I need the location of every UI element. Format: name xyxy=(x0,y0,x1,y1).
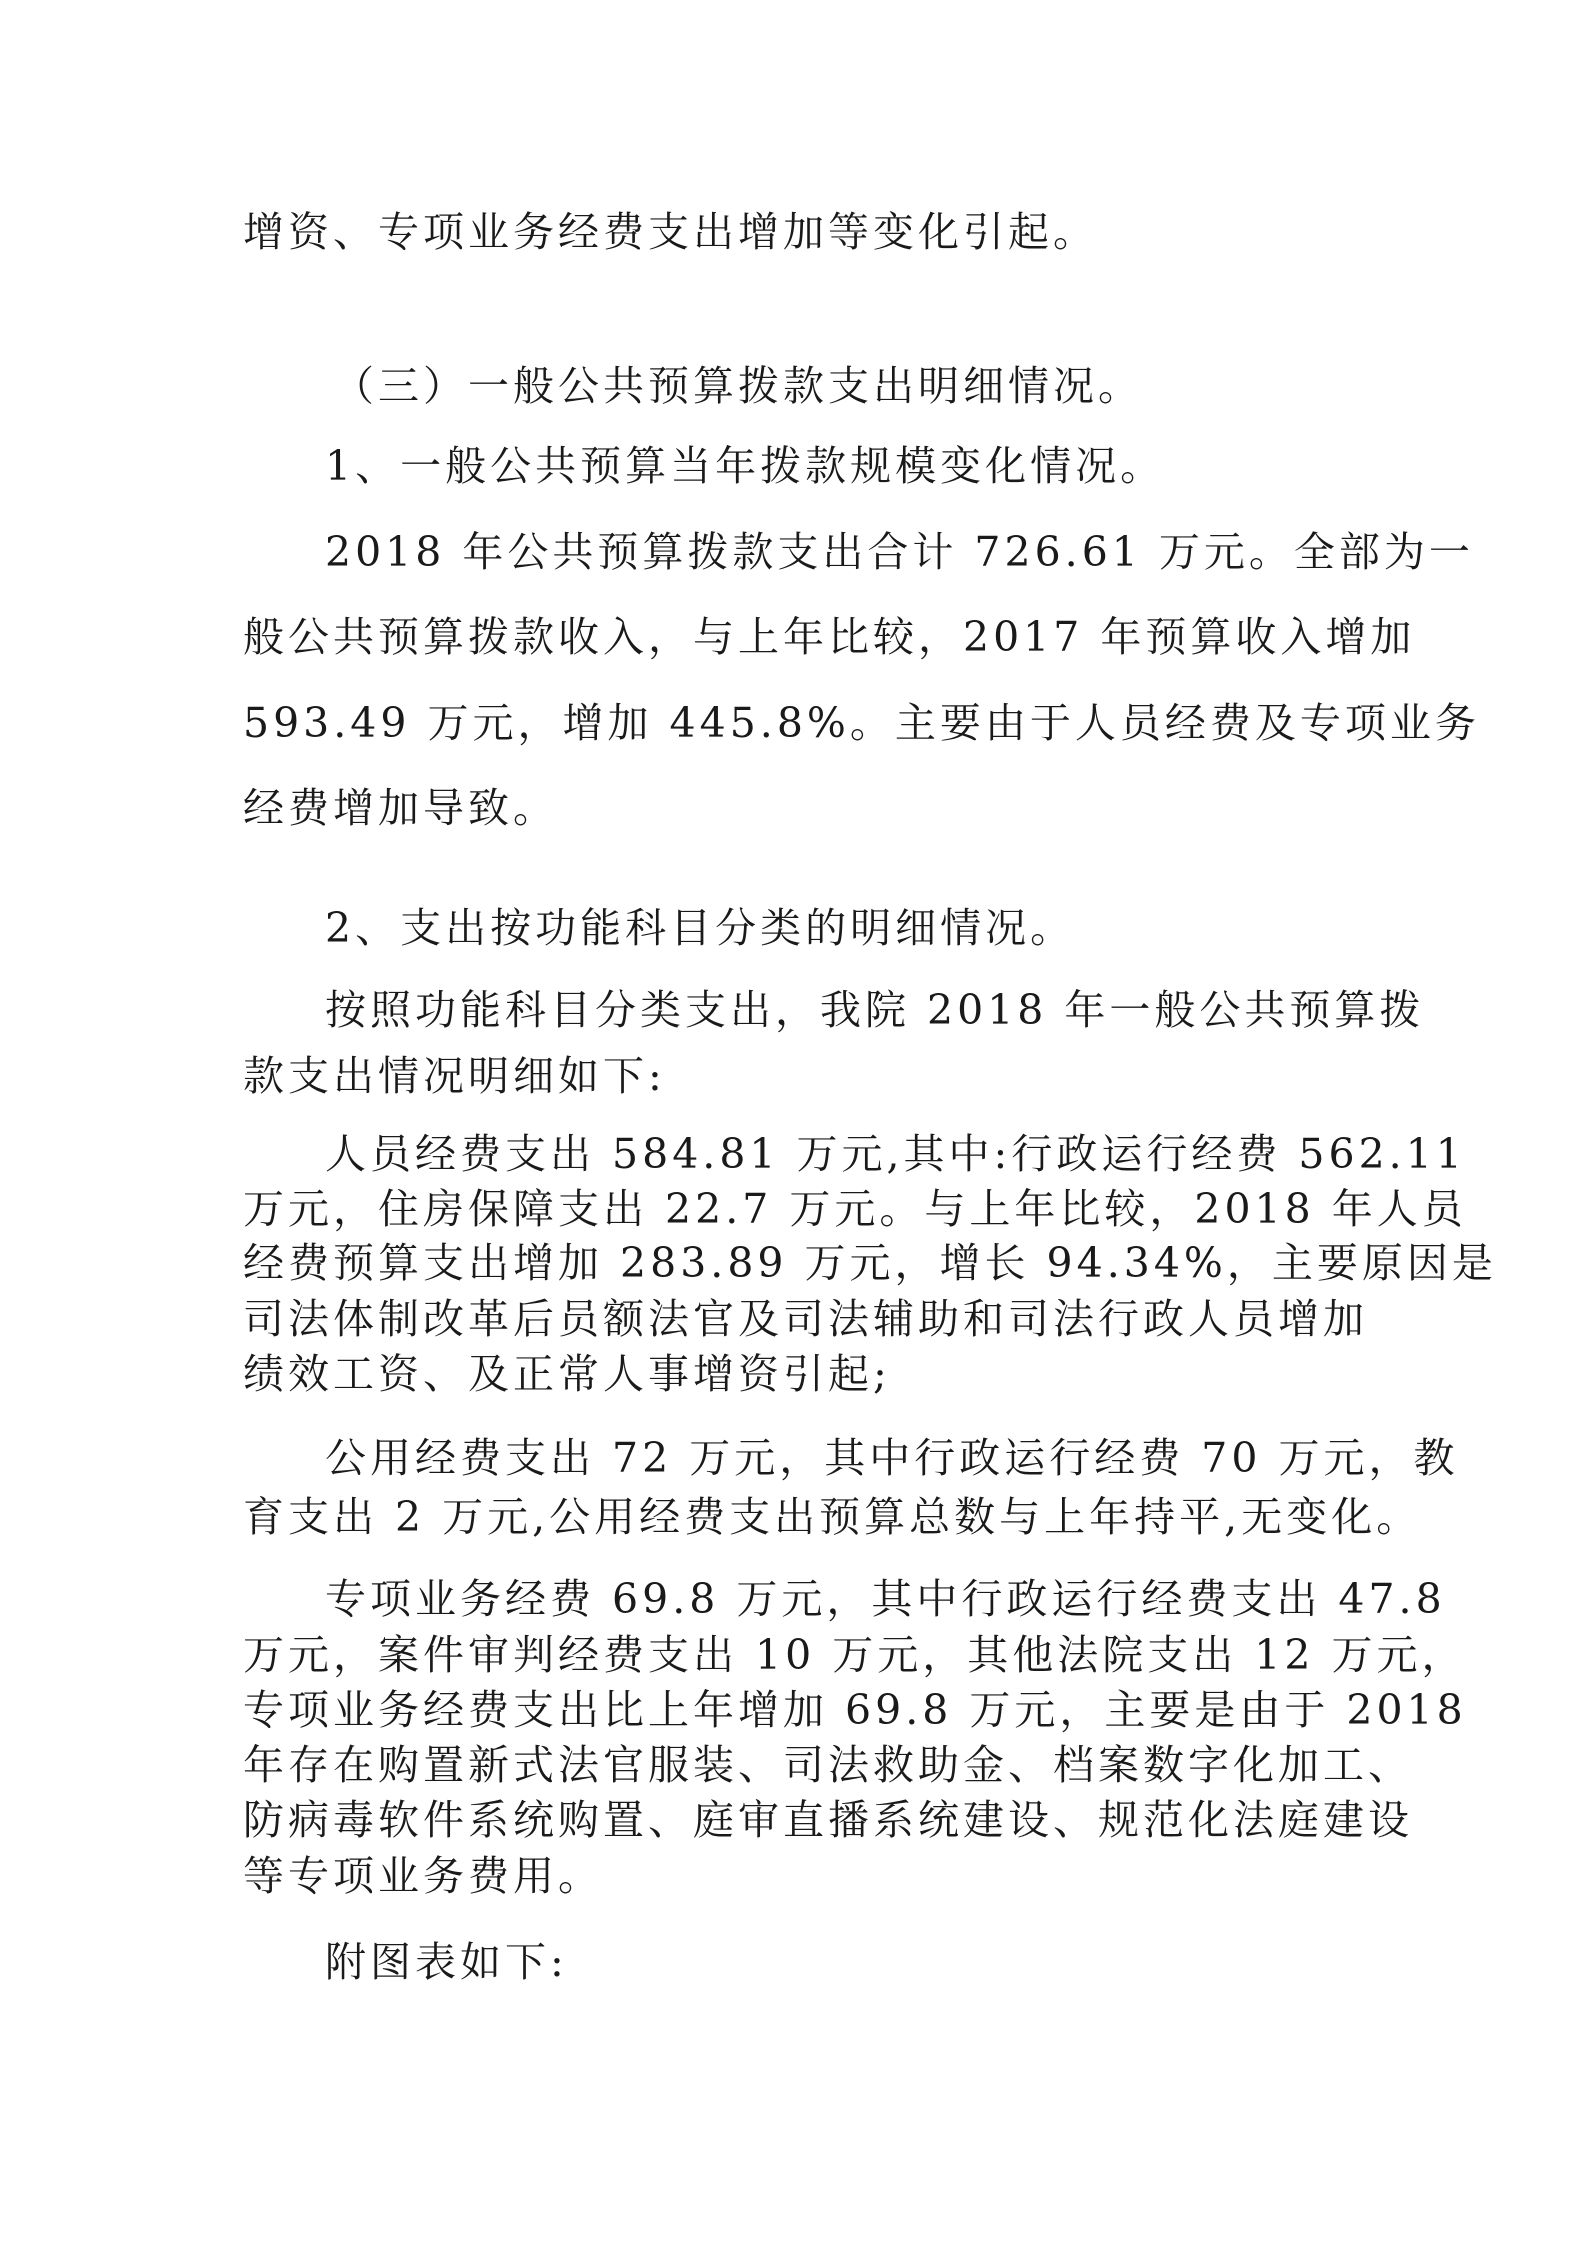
section-heading: （三）一般公共预算拨款支出明细情况。 xyxy=(333,362,1143,410)
paragraph-line: 经费增加导致。 xyxy=(243,784,558,832)
paragraph-line: 年存在购置新式法官服装、司法救助金、档案数字化加工、 xyxy=(243,1741,1413,1789)
paragraph-line: 593.49 万元，增加 445.8%。主要由于人员经费及专项业务 xyxy=(243,699,1480,747)
paragraph-line: 万元，案件审判经费支出 10 万元，其他法院支出 12 万元， xyxy=(243,1631,1467,1679)
paragraph-line: 防病毒软件系统购置、庭审直播系统建设、规范化法庭建设 xyxy=(243,1796,1413,1844)
subsection-heading: 2、支出按功能科目分类的明细情况。 xyxy=(325,904,1076,952)
paragraph-line: 万元，住房保障支出 22.7 万元。与上年比较，2018 年人员 xyxy=(243,1185,1467,1233)
paragraph-line: 款支出情况明细如下: xyxy=(243,1052,666,1100)
paragraph-line: 育支出 2 万元,公用经费支出预算总数与上年持平,无变化。 xyxy=(243,1493,1422,1541)
paragraph-line: 等专项业务费用。 xyxy=(243,1852,603,1900)
paragraph-line: 公用经费支出 72 万元，其中行政运行经费 70 万元，教 xyxy=(325,1434,1459,1482)
paragraph-line: 司法体制改革后员额法官及司法辅助和司法行政人员增加 xyxy=(243,1295,1368,1343)
paragraph-line: 人员经费支出 584.81 万元,其中:行政运行经费 562.11 xyxy=(325,1130,1466,1178)
paragraph-line: 2018 年公共预算拨款支出合计 726.61 万元。全部为一 xyxy=(325,528,1474,576)
subsection-heading: 1、一般公共预算当年拨款规模变化情况。 xyxy=(325,442,1166,490)
paragraph-line: 绩效工资、及正常人事增资引起; xyxy=(243,1350,891,1398)
paragraph-line: 专项业务经费 69.8 万元，其中行政运行经费支出 47.8 xyxy=(325,1575,1446,1623)
paragraph-line: 般公共预算拨款收入，与上年比较，2017 年预算收入增加 xyxy=(243,613,1416,661)
paragraph-line: 经费预算支出增加 283.89 万元，增长 94.34%，主要原因是 xyxy=(243,1239,1497,1287)
paragraph-line: 增资、专项业务经费支出增加等变化引起。 xyxy=(243,208,1098,256)
paragraph-line: 按照功能科目分类支出，我院 2018 年一般公共预算拨 xyxy=(325,986,1425,1034)
paragraph-line: 附图表如下: xyxy=(325,1938,568,1986)
paragraph-line: 专项业务经费支出比上年增加 69.8 万元，主要是由于 2018 xyxy=(243,1686,1467,1734)
